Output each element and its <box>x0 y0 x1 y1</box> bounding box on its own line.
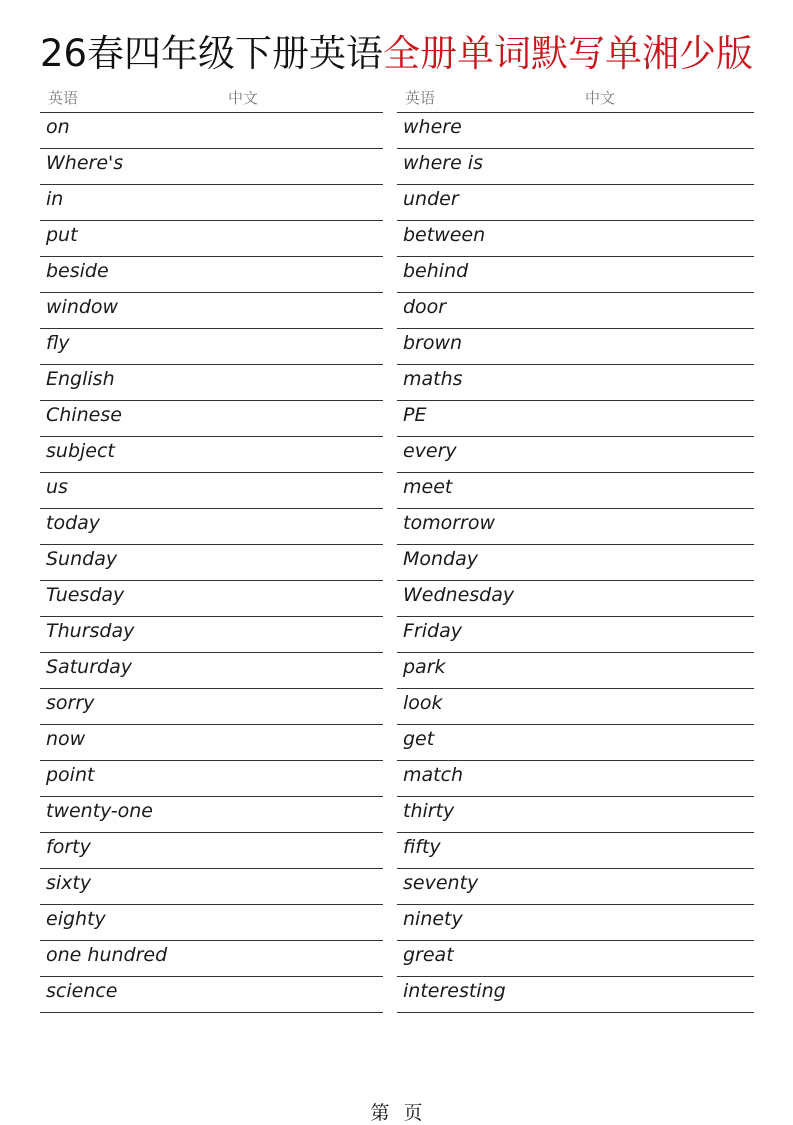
english-word: on <box>46 116 70 138</box>
word-row <box>397 149 754 185</box>
word-row <box>40 545 383 581</box>
word-row <box>397 365 754 401</box>
english-word: door <box>403 296 447 318</box>
word-row <box>40 761 383 797</box>
word-row <box>40 725 383 761</box>
english-word: seventy <box>403 872 479 894</box>
word-row <box>397 833 754 869</box>
english-word: where is <box>403 152 483 174</box>
word-row <box>40 941 383 977</box>
word-column-left <box>40 82 383 1013</box>
english-word: subject <box>46 440 115 462</box>
word-row <box>40 977 383 1013</box>
word-row <box>397 509 754 545</box>
column-header <box>40 82 383 113</box>
word-row <box>40 581 383 617</box>
english-word: beside <box>46 260 109 282</box>
header-chinese: 中文 <box>228 89 259 107</box>
word-list-right <box>397 113 754 1013</box>
english-word: every <box>403 440 457 462</box>
english-word: look <box>403 692 443 714</box>
english-word: Sunday <box>46 548 118 570</box>
page-title <box>0 28 793 80</box>
english-word: under <box>403 188 459 210</box>
word-row <box>40 797 383 833</box>
english-word: science <box>46 980 118 1002</box>
english-word: sixty <box>46 872 92 894</box>
word-row <box>397 257 754 293</box>
header-english: 英语 <box>405 89 436 107</box>
header-english: 英语 <box>48 89 79 107</box>
english-word: English <box>46 368 115 390</box>
english-word: where <box>403 116 462 138</box>
english-word: forty <box>46 836 91 858</box>
footer-page-suffix: 页 <box>403 1102 423 1124</box>
word-row <box>40 257 383 293</box>
word-row <box>397 545 754 581</box>
english-word: between <box>403 224 486 246</box>
english-word: fifty <box>403 836 441 858</box>
header-chinese: 中文 <box>585 89 616 107</box>
english-word: thirty <box>403 800 455 822</box>
english-word: eighty <box>46 908 106 930</box>
word-row <box>40 293 383 329</box>
word-row <box>397 473 754 509</box>
word-row <box>397 977 754 1013</box>
english-word: Where's <box>46 152 124 174</box>
word-row <box>40 509 383 545</box>
word-row <box>397 617 754 653</box>
word-row <box>397 113 754 149</box>
word-row <box>40 905 383 941</box>
english-word: fly <box>46 332 70 354</box>
word-row <box>397 581 754 617</box>
column-header <box>397 82 754 113</box>
english-word: Chinese <box>46 404 122 426</box>
english-word: Thursday <box>46 620 135 642</box>
english-word: window <box>46 296 119 318</box>
footer-page-prefix: 第 <box>370 1102 390 1124</box>
page-footer <box>0 1098 793 1125</box>
word-row <box>40 149 383 185</box>
english-word: ninety <box>403 908 463 930</box>
english-word: get <box>403 728 435 750</box>
english-word: one hundred <box>46 944 168 966</box>
word-row <box>397 941 754 977</box>
english-word: interesting <box>403 980 506 1002</box>
english-word: Monday <box>403 548 479 570</box>
english-word: Saturday <box>46 656 132 678</box>
word-row <box>397 401 754 437</box>
word-row <box>397 905 754 941</box>
word-row <box>40 401 383 437</box>
english-word: brown <box>403 332 463 354</box>
english-word: twenty-one <box>46 800 153 822</box>
word-list-left <box>40 113 383 1013</box>
word-row <box>40 833 383 869</box>
english-word: point <box>46 764 95 786</box>
word-row <box>397 221 754 257</box>
word-row <box>397 797 754 833</box>
english-word: now <box>46 728 86 750</box>
english-word: PE <box>403 404 427 426</box>
english-word: meet <box>403 476 453 498</box>
word-row <box>397 725 754 761</box>
word-column-right <box>397 82 754 1013</box>
word-row <box>397 293 754 329</box>
word-row <box>397 185 754 221</box>
word-row <box>397 653 754 689</box>
word-row <box>40 221 383 257</box>
word-row <box>40 689 383 725</box>
word-row <box>40 437 383 473</box>
english-word: put <box>46 224 78 246</box>
page-title-main: 26春四年级下册英语 <box>39 32 384 75</box>
word-row <box>40 185 383 221</box>
word-row <box>397 761 754 797</box>
word-row <box>40 653 383 689</box>
english-word: maths <box>403 368 463 390</box>
english-word: sorry <box>46 692 95 714</box>
english-word: Tuesday <box>46 584 125 606</box>
english-word: Wednesday <box>403 584 515 606</box>
word-row <box>40 869 383 905</box>
word-row <box>397 869 754 905</box>
word-row <box>40 329 383 365</box>
english-word: tomorrow <box>403 512 495 534</box>
english-word: in <box>46 188 64 210</box>
word-row <box>397 329 754 365</box>
english-word: behind <box>403 260 469 282</box>
english-word: Friday <box>403 620 462 642</box>
word-row <box>397 437 754 473</box>
word-row <box>40 617 383 653</box>
word-row <box>40 365 383 401</box>
word-row <box>397 689 754 725</box>
word-row <box>40 113 383 149</box>
page-title-highlight: 全册单词默写单湘少版 <box>383 32 754 75</box>
english-word: match <box>403 764 464 786</box>
english-word: great <box>403 944 454 966</box>
english-word: park <box>403 656 446 678</box>
english-word: today <box>46 512 101 534</box>
english-word: us <box>46 476 68 498</box>
word-row <box>40 473 383 509</box>
